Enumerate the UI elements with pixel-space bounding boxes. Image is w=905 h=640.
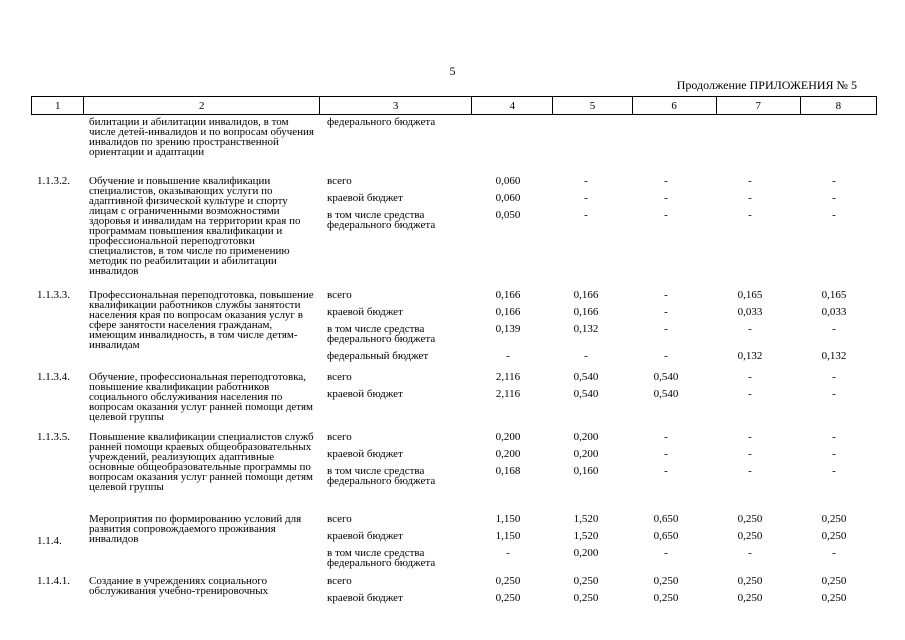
table-cell-value: - (664, 306, 668, 318)
table-cell-value: - (748, 547, 752, 559)
table-cell-value: - (748, 175, 752, 187)
table-cell-value: 0,540 (573, 371, 599, 383)
table-cell-value: 0,540 (653, 388, 679, 400)
funding-source: в том числе средства федерального бюджета (327, 209, 436, 231)
funding-source: всего (327, 575, 352, 587)
page-number: 5 (449, 64, 456, 78)
funding-source: краевой бюджет (327, 306, 403, 318)
table-cell-value: - (832, 371, 836, 383)
row-description: Обучение, профессиональная переподготовка, повышение квалификации работников социального обслуживания населения по вопросам оказания услуг ранней помощи детям целевой группы (89, 372, 313, 423)
row-description: билитации и абилитации инвалидов, в том числе детей-инвалидов и по вопросам обучения инвалидов по зрению пространственной ориентации и адаптации (89, 117, 314, 158)
table-cell-value: 0,250 (495, 575, 521, 587)
funding-source: всего (327, 289, 352, 301)
continuation-title: Продолжение ПРИЛОЖЕНИЯ № 5 (676, 78, 857, 92)
table-cell-value: - (832, 388, 836, 400)
funding-source: краевой бюджет (327, 592, 403, 604)
table-cell-value: 0,250 (821, 592, 847, 604)
table-cell-value: 0,033 (821, 306, 847, 318)
row-number: 1.1.4. (37, 535, 62, 547)
header-col-1: 1 (32, 97, 84, 114)
table-cell-value: - (506, 547, 510, 559)
table-cell-value: 0,200 (573, 431, 599, 443)
table-cell-value: 0,250 (737, 513, 763, 525)
header-col-2: 2 (84, 97, 319, 114)
table-cell-value: - (748, 192, 752, 204)
table-cell-value: 0,250 (821, 575, 847, 587)
table-cell-value: - (832, 175, 836, 187)
table-cell-value: - (748, 431, 752, 443)
table-cell-value: 0,650 (653, 530, 679, 542)
row-number: 1.1.3.3. (37, 289, 70, 301)
table-cell-value: 0,132 (737, 350, 763, 362)
table-cell-value: - (664, 465, 668, 477)
header-col-7: 7 (717, 97, 801, 114)
header-col-5: 5 (553, 97, 632, 114)
table-cell-value: 0,168 (495, 465, 521, 477)
table-cell-value: 0,650 (653, 513, 679, 525)
table-cell-value: 0,033 (737, 306, 763, 318)
funding-source: всего (327, 371, 352, 383)
table-cell-value: - (584, 175, 588, 187)
table-cell-value: 0,139 (495, 323, 521, 335)
funding-source: всего (327, 431, 352, 443)
table-cell-value: - (832, 448, 836, 460)
funding-source: в том числе средства федерального бюджета (327, 323, 436, 345)
funding-source: всего (327, 513, 352, 525)
table-cell-value: 0,060 (495, 175, 521, 187)
table-cell-value: 0,060 (495, 192, 521, 204)
table-cell-value: 0,050 (495, 209, 521, 221)
row-description: Профессиональная переподготовка, повышение квалификации работников службы занятости населения края по вопросам оказания услуг в сфере занятости населения гражданам, имеющим инвалидность, в том числе детям-инвалидам (89, 290, 314, 351)
table-cell-value: 0,166 (495, 306, 521, 318)
table-cell-value: - (664, 431, 668, 443)
funding-source: федерального бюджета (327, 116, 436, 128)
table-cell-value: 2,116 (495, 371, 521, 383)
table-cell-value: 1,520 (573, 513, 599, 525)
row-description: Обучение и повышение квалификации специалистов, оказывающих услуги по адаптивной физической культуре и спорту лицам с ограниченными возможностями здоровья и инвалидам на территории края по программам повышения квалификации и профессиональной переподготовки специалистов, в том числе по применению методик по реабилитации и абилитации инвалидов (89, 176, 301, 277)
table-cell-value: - (748, 323, 752, 335)
table-cell-value: 1,150 (495, 530, 521, 542)
header-col-3: 3 (320, 97, 472, 114)
table-cell-value: - (748, 388, 752, 400)
funding-source: краевой бюджет (327, 388, 403, 400)
table-cell-value: 0,250 (737, 592, 763, 604)
row-description: Мероприятия по формированию условий для развития сопровождаемого проживания инвалидов (89, 514, 302, 545)
table-cell-value: - (506, 350, 510, 362)
header-col-4: 4 (472, 97, 553, 114)
table-cell-value: 0,540 (653, 371, 679, 383)
table-cell-value: 0,200 (495, 431, 521, 443)
table-cell-value: - (664, 209, 668, 221)
table-cell-value: 2,116 (495, 388, 521, 400)
table-cell-value: 0,166 (573, 306, 599, 318)
table-cell-value: 0,166 (573, 289, 599, 301)
row-description: Создание в учреждениях социального обслуживания учебно-тренировочных (89, 576, 269, 597)
row-number: 1.1.3.5. (37, 431, 70, 443)
funding-source: в том числе средства федерального бюджета (327, 547, 436, 569)
table-cell-value: - (584, 350, 588, 362)
table-cell-value: 0,200 (573, 547, 599, 559)
table-cell-value: 0,132 (821, 350, 847, 362)
funding-source: краевой бюджет (327, 192, 403, 204)
header-col-6: 6 (633, 97, 717, 114)
table-cell-value: - (832, 192, 836, 204)
table-header (31, 96, 877, 115)
table-cell-value: - (748, 465, 752, 477)
table-cell-value: - (832, 323, 836, 335)
table-cell-value: 0,250 (573, 592, 599, 604)
row-description: Повышение квалификации специалистов служб ранней помощи краевых общеобразовательных учреждений, реализующих адаптивные основные общеобразовательные программы по вопросам оказания услуг ранней помощи детям целевой группы (89, 432, 314, 493)
header-col-8: 8 (835, 99, 842, 112)
table-cell-value: 0,250 (653, 592, 679, 604)
table-cell-value: 0,166 (495, 289, 521, 301)
table-cell-value: 0,165 (821, 289, 847, 301)
table-cell-value: - (584, 192, 588, 204)
table-cell-value: 0,160 (573, 465, 599, 477)
table-cell-value: 1,150 (495, 513, 521, 525)
table-cell-value: - (664, 323, 668, 335)
table-cell-value: 1,520 (573, 530, 599, 542)
table-cell-value: 0,250 (821, 513, 847, 525)
row-number: 1.1.4.1. (37, 575, 70, 587)
table-cell-value: - (748, 209, 752, 221)
table-cell-value: 0,165 (737, 289, 763, 301)
table-cell-value: 0,250 (821, 530, 847, 542)
table-cell-value: - (664, 289, 668, 301)
table-cell-value: - (832, 431, 836, 443)
table-cell-value: 0,250 (737, 530, 763, 542)
table-cell-value: - (584, 209, 588, 221)
funding-source: краевой бюджет (327, 530, 403, 542)
row-number: 1.1.3.4. (37, 371, 70, 383)
table-cell-value: - (832, 547, 836, 559)
table-cell-value: - (832, 209, 836, 221)
table-cell-value: - (748, 448, 752, 460)
row-number: 1.1.3.2. (37, 175, 70, 187)
table-cell-value: - (664, 350, 668, 362)
table-cell-value: - (664, 448, 668, 460)
funding-source: в том числе средства федерального бюджета (327, 465, 436, 487)
funding-source: всего (327, 175, 352, 187)
table-cell-value: - (832, 465, 836, 477)
table-cell-value: 0,250 (495, 592, 521, 604)
table-cell-value: - (664, 192, 668, 204)
table-cell-value: 0,200 (573, 448, 599, 460)
table-cell-value: 0,250 (737, 575, 763, 587)
table-cell-value: - (748, 371, 752, 383)
table-cell-value: 0,250 (573, 575, 599, 587)
funding-source: краевой бюджет (327, 448, 403, 460)
table-cell-value: 0,132 (573, 323, 599, 335)
table-cell-value: 0,250 (653, 575, 679, 587)
funding-source: федеральный бюджет (327, 350, 429, 362)
table-cell-value: - (664, 547, 668, 559)
table-cell-value: 0,540 (573, 388, 599, 400)
table-cell-value: 0,200 (495, 448, 521, 460)
table-cell-value: - (664, 175, 668, 187)
